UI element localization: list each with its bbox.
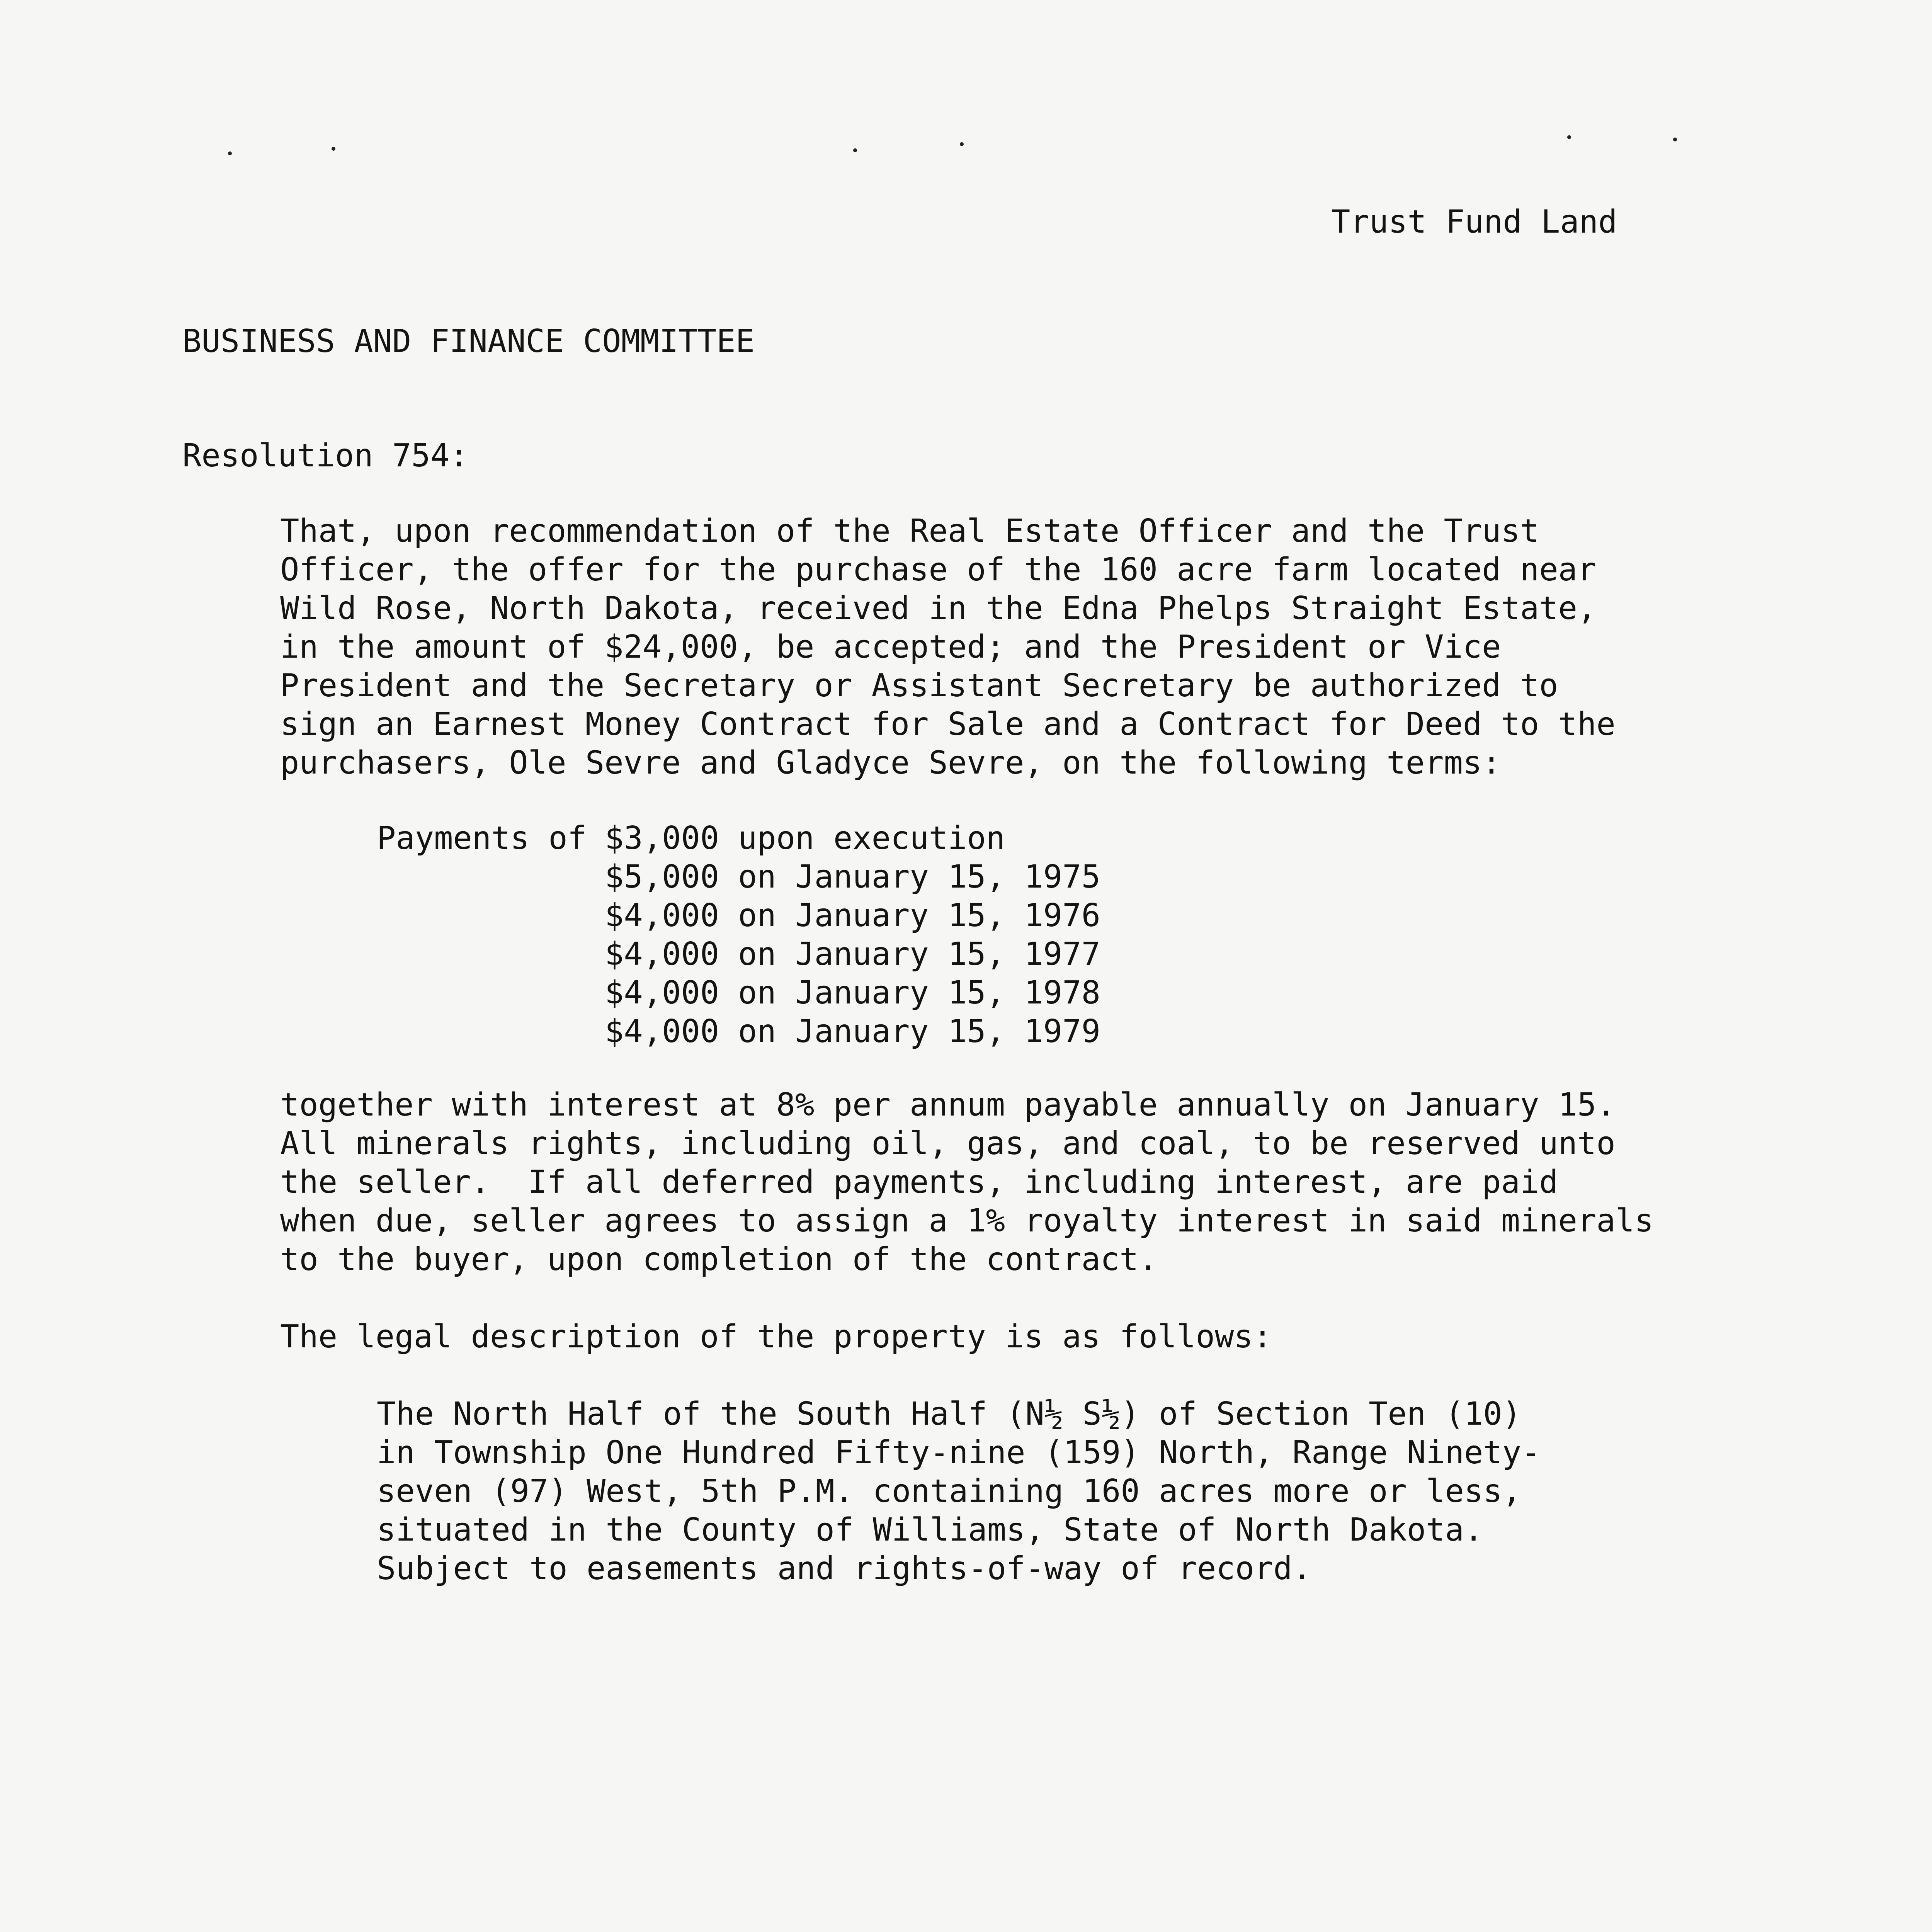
- payment-date: on January 15, 1979: [738, 1013, 1100, 1050]
- payment-row: [377, 974, 1100, 1012]
- legal-description: [377, 1395, 1540, 1588]
- text-line: sign an Earnest Money Contract for Sale and a Contract for Deed to the: [280, 706, 1616, 743]
- text-line: Subject to easements and rights-of-way of record.: [377, 1550, 1312, 1587]
- text-line: to the buyer, upon completion of the contract.: [280, 1241, 1158, 1278]
- payment-row: [377, 1012, 1100, 1051]
- payment-amount: $4,000: [605, 897, 719, 934]
- text-line: the seller. If all deferred payments, including interest, are paid: [280, 1164, 1558, 1201]
- text-line: situated in the County of Williams, State of North Dakota.: [377, 1512, 1483, 1548]
- payment-amount: $4,000: [605, 975, 719, 1011]
- category-heading: Trust Fund Land: [1331, 204, 1617, 240]
- legal-description-intro: The legal description of the property is as follows:: [280, 1318, 1272, 1355]
- payments-label: Payments of: [377, 820, 587, 857]
- scan-speck: [332, 147, 335, 151]
- resolution-number: Resolution 754:: [182, 437, 469, 474]
- text-line: Wild Rose, North Dakota, received in the Edna Phelps Straight Estate,: [280, 590, 1597, 627]
- text-line: seven (97) West, 5th P.M. containing 160 acres more or less,: [377, 1473, 1522, 1510]
- resolution-body: [280, 512, 1616, 782]
- terms-paragraph: [280, 1086, 1654, 1279]
- text-line: in the amount of $24,000, be accepted; and the President or Vice: [280, 629, 1501, 665]
- payment-schedule: [377, 819, 1100, 1051]
- text-line: in Township One Hundred Fifty-nine (159) North, Range Ninety-: [377, 1434, 1541, 1471]
- scan-speck: [1673, 138, 1677, 141]
- payment-row: [377, 896, 1100, 935]
- payment-row: [377, 819, 1100, 858]
- text-line: together with interest at 8% per annum payable annually on January 15.: [280, 1087, 1616, 1123]
- payment-date: on January 15, 1978: [738, 975, 1100, 1011]
- scan-speck: [853, 148, 857, 152]
- committee-heading: BUSINESS AND FINANCE COMMITTEE: [182, 323, 755, 360]
- payment-row: [377, 935, 1100, 974]
- scan-speck: [960, 142, 964, 146]
- payment-amount: $4,000: [605, 936, 719, 973]
- payment-date: on January 15, 1977: [738, 936, 1100, 973]
- text-line: The North Half of the South Half (N½ S½) of Section Ten (10): [377, 1396, 1522, 1432]
- payment-date: upon execution: [738, 820, 1005, 857]
- scan-speck: [228, 151, 232, 155]
- text-line: That, upon recommendation of the Real Estate Officer and the Trust: [280, 513, 1539, 549]
- text-line: Officer, the offer for the purchase of the 160 acre farm located near: [280, 551, 1597, 588]
- text-line: President and the Secretary or Assistant Secretary be authorized to: [280, 667, 1558, 704]
- payment-amount: $5,000: [605, 859, 719, 895]
- scan-speck: [1567, 135, 1571, 139]
- payment-date: on January 15, 1976: [738, 897, 1100, 934]
- payment-date: on January 15, 1975: [738, 859, 1100, 895]
- text-line: purchasers, Ole Sevre and Gladyce Sevre, on the following terms:: [280, 745, 1501, 781]
- text-line: when due, seller agrees to assign a 1% royalty interest in said minerals: [280, 1202, 1654, 1239]
- payment-amount: $4,000: [605, 1013, 719, 1050]
- text-line: All minerals rights, including oil, gas, and coal, to be reserved unto: [280, 1125, 1616, 1162]
- payment-row: [377, 858, 1100, 896]
- payment-amount: $3,000: [605, 820, 719, 857]
